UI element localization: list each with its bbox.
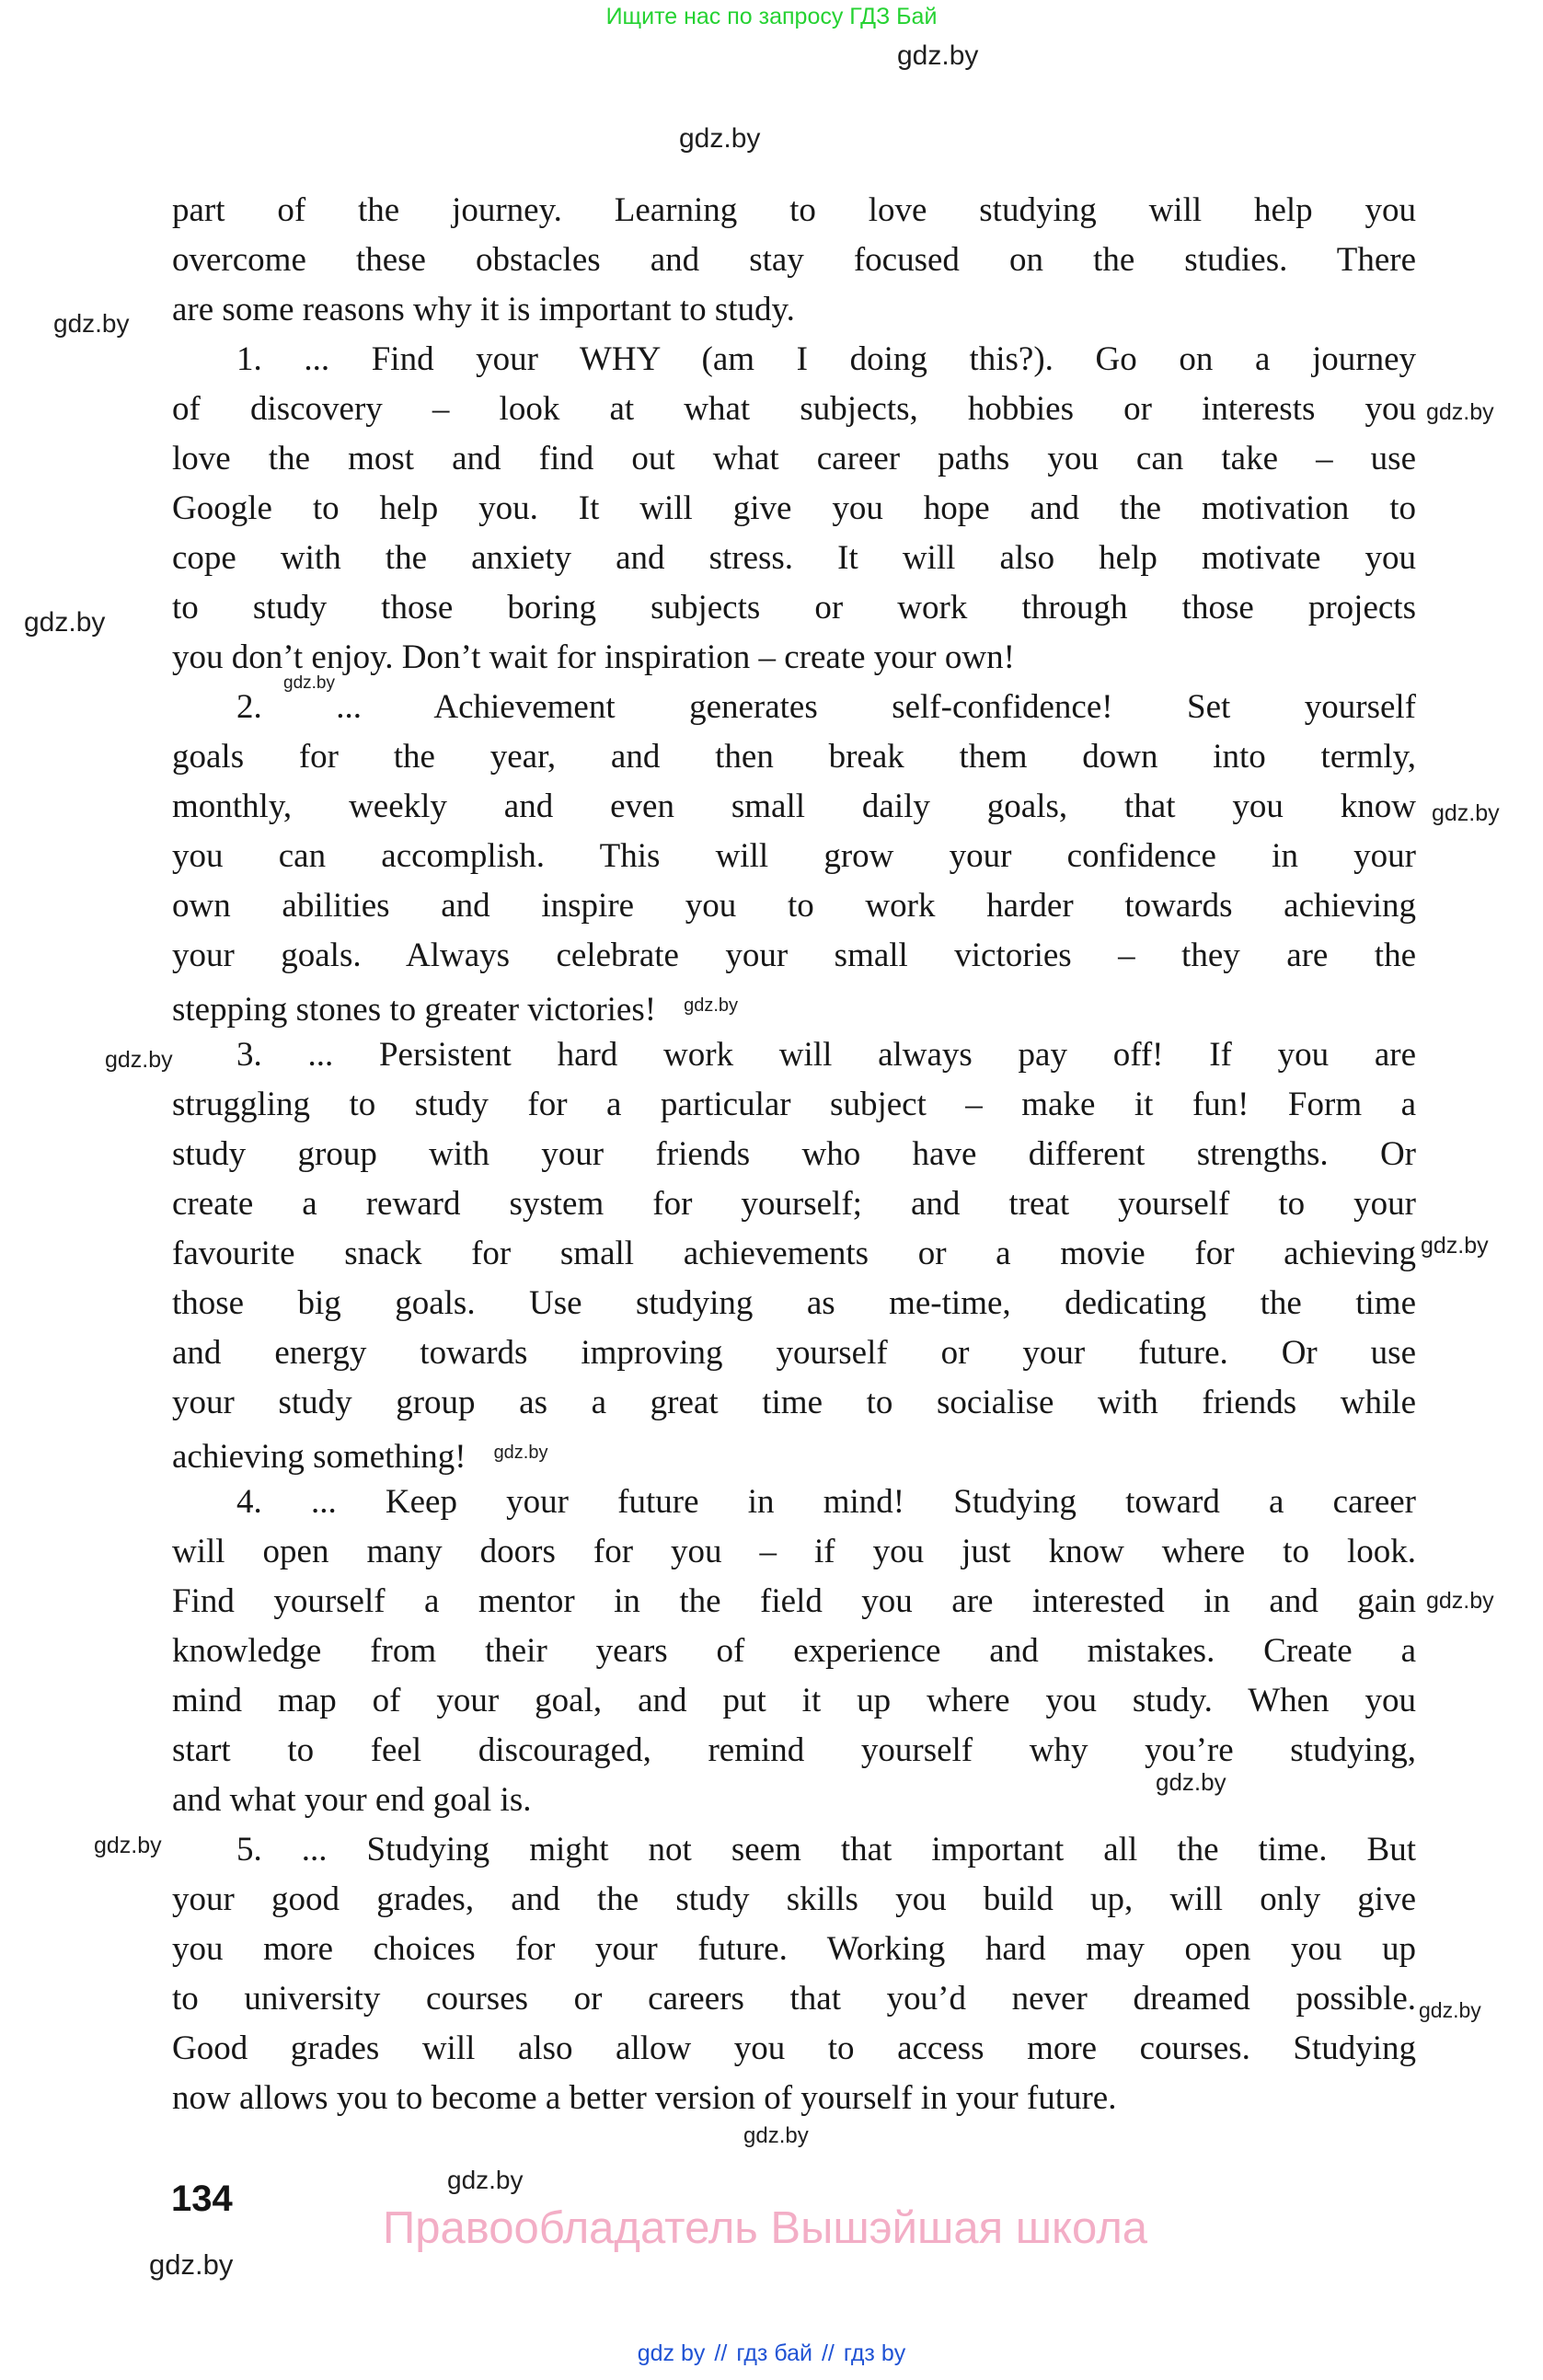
- watermark-gdz: gdz.by: [684, 995, 739, 1016]
- text-line: mind map of your goal, and put it up where you study. When you: [172, 1682, 1416, 1719]
- text-line: knowledge from their years of experience and mistakes. Create a: [172, 1632, 1416, 1670]
- watermark-gdz: gdz.by: [94, 1833, 162, 1858]
- text-line: goals for the year, and then break them down into termly,: [172, 738, 1416, 776]
- text-line: love the most and find out what career paths you can take – use: [172, 440, 1416, 477]
- watermark-gdz: gdz.by: [1419, 1998, 1481, 2022]
- text-line: cope with the anxiety and stress. It will also help motivate you: [172, 539, 1416, 577]
- link-separator: //: [714, 2340, 728, 2366]
- text-line: are some reasons why it is important to study.: [172, 291, 795, 328]
- footer-link[interactable]: gdz by: [637, 2340, 706, 2366]
- link-separator: //: [821, 2340, 835, 2366]
- watermark-gdz: gdz.by: [1426, 399, 1494, 425]
- watermark-gdz: gdz.by: [1432, 800, 1500, 826]
- text-line: favourite snack for small achievements or a movie for achieving: [172, 1235, 1416, 1272]
- body-text: [172, 186, 1416, 2123]
- page-number: 134: [171, 2179, 233, 2219]
- text-line: your goals. Always celebrate your small victories – they are the: [172, 937, 1416, 974]
- watermark-gdz: gdz.by: [447, 2166, 524, 2194]
- text-line: overcome these obstacles and stay focused on the studies. There: [172, 241, 1416, 279]
- watermark-gdz: gdz.by: [897, 40, 979, 71]
- watermark-gdz: gdz.by: [743, 2123, 809, 2148]
- watermark-gdz: gdz.by: [1421, 1233, 1489, 1259]
- text-line: now allows you to become a better version of yourself in your future.: [172, 2079, 1117, 2117]
- text-line: to university courses or careers that you’d never dreamed possible.: [172, 1980, 1416, 2018]
- text-line: monthly, weekly and even small daily goals, that you know: [172, 788, 1416, 825]
- text-line: own abilities and inspire you to work harder towards achieving: [172, 887, 1416, 925]
- text-line: to study those boring subjects or work through those projects: [172, 589, 1416, 627]
- text-line: those big goals. Use studying as me-time, dedicating the time: [172, 1284, 1416, 1322]
- watermark-gdz: gdz.by: [283, 673, 335, 693]
- text-line: stepping stones to greater victories! $^{gdz.by}$: [172, 991, 739, 1029]
- footer-link[interactable]: гдз бай: [736, 2340, 812, 2366]
- text-line: 4. ... Keep your future in mind! Studying toward a career: [236, 1483, 1416, 1521]
- text-line: struggling to study for a particular subject – make it fun! Form a: [172, 1086, 1416, 1123]
- text-line: Google to help you. It will give you hope and the motivation to: [172, 489, 1416, 527]
- watermark-gdz: gdz.by: [679, 123, 761, 154]
- text-line: and energy towards improving yourself or your future. Or use: [172, 1334, 1416, 1372]
- footer-link[interactable]: гдз by: [843, 2340, 906, 2366]
- text-line: Good grades will also allow you to access more courses. Studying: [172, 2029, 1416, 2067]
- text-line: will open many doors for you – if you just know where to look.: [172, 1533, 1416, 1570]
- watermark-gdz: gdz.by: [53, 309, 130, 338]
- watermark-gdz: gdz.by: [1426, 1588, 1494, 1614]
- text-line: of discovery – look at what subjects, hobbies or interests you: [172, 390, 1416, 428]
- text-line: you more choices for your future. Working hard may open you up: [172, 1930, 1416, 1968]
- text-line: your good grades, and the study skills you build up, will only give: [172, 1880, 1416, 1918]
- promo-banner: Ищите нас по запросу ГДЗ Бай: [605, 4, 938, 29]
- text-line: achieving something! $^{gdz.by}$: [172, 1438, 548, 1476]
- text-line: start to feel discouraged, remind yourself why you’re studying,: [172, 1731, 1416, 1769]
- watermark-gdz: gdz.by: [493, 1443, 548, 1463]
- text-line: create a reward system for yourself; and treat yourself to your: [172, 1185, 1416, 1223]
- watermark-gdz: gdz.by: [105, 1047, 173, 1073]
- text-line: you don’t enjoy. Don’t wait for inspiration – create your own!: [172, 638, 1015, 676]
- text-line: 3. ... Persistent hard work will always pay off! If you are: [236, 1036, 1416, 1074]
- copyright-notice: Правообладатель Вышэйшая школа: [383, 2203, 1148, 2253]
- text-line: study group with your friends who have different strengths. Or: [172, 1135, 1416, 1173]
- text-line: 2. ... Achievement generates self-confidence! Set yourself: [236, 688, 1416, 726]
- watermark-gdz: gdz.by: [1156, 1768, 1226, 1796]
- text-line: and what your end goal is.: [172, 1781, 532, 1819]
- text-line: 5. ... Studying might not seem that important all the time. But: [236, 1831, 1416, 1868]
- text-line: 1. ... Find your WHY (am I doing this?). Go on a journey: [236, 340, 1416, 378]
- text-line: your study group as a great time to socialise with friends while: [172, 1384, 1416, 1421]
- watermark-gdz: gdz.by: [24, 607, 106, 638]
- text-line: you can accomplish. This will grow your confidence in your: [172, 837, 1416, 875]
- text-line: part of the journey. Learning to love studying will help you: [172, 191, 1416, 229]
- footer-links: [0, 2340, 1543, 2367]
- text-line: Find yourself a mentor in the field you are interested in and gain: [172, 1582, 1416, 1620]
- watermark-gdz: gdz.by: [149, 2248, 234, 2281]
